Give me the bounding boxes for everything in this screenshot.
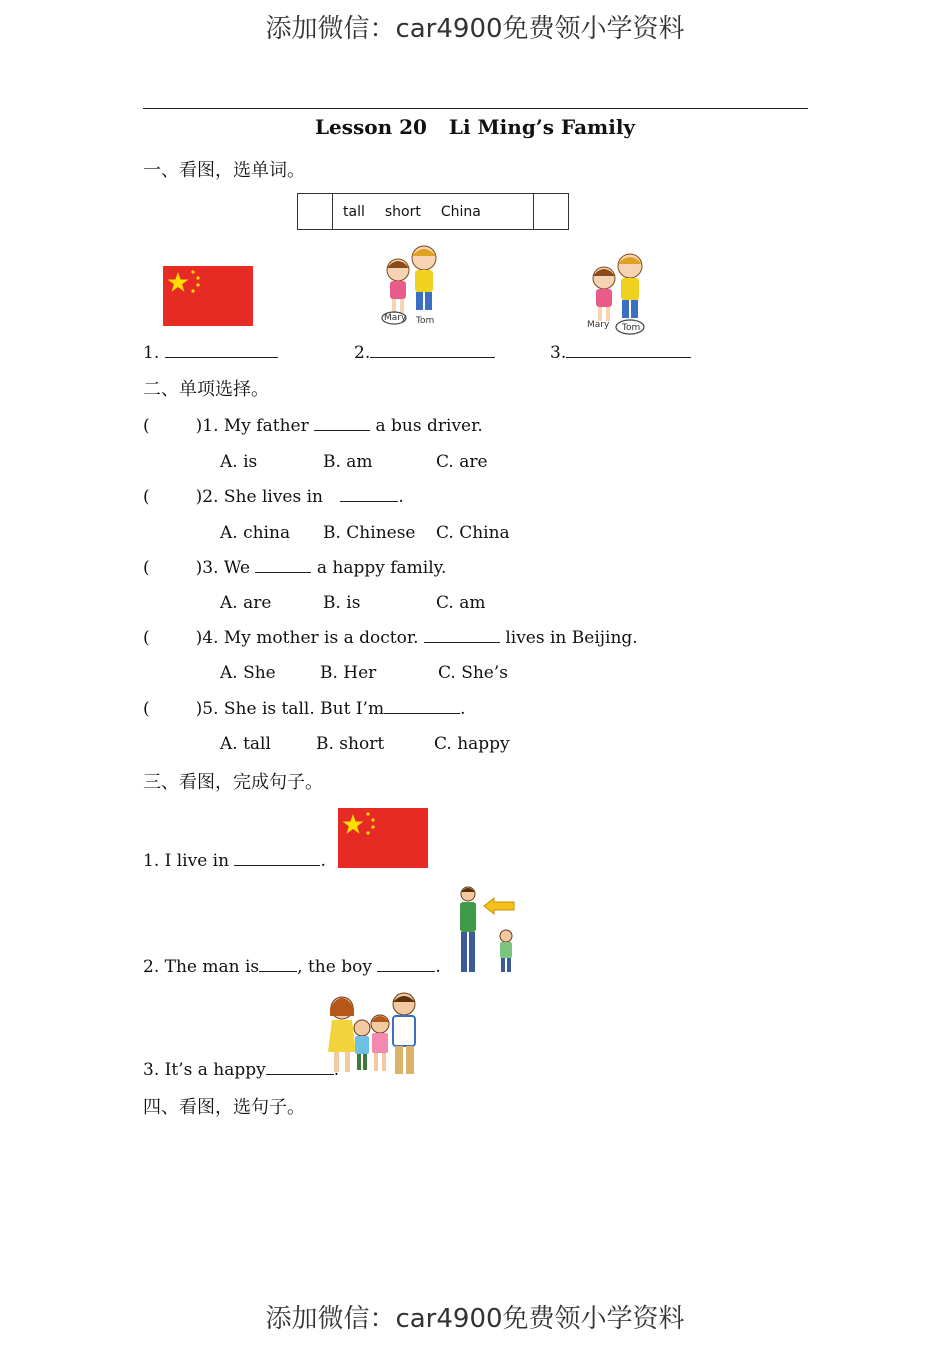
q5-text-pre: )5. She is tall. But I’m bbox=[195, 699, 385, 719]
watermark-bottom: 添加微信：car4900免费领小学资料 bbox=[265, 1304, 685, 1334]
label-tom: Tom bbox=[416, 316, 435, 326]
s1-answer-2[interactable] bbox=[370, 343, 495, 358]
s3-2-mid: , the boy bbox=[297, 957, 378, 977]
q2-text-post: . bbox=[398, 487, 404, 507]
word-tall: tall bbox=[343, 204, 365, 220]
s1-item-3-number: 3. bbox=[550, 343, 567, 363]
q1-text-pre: )1. My father bbox=[195, 416, 315, 436]
section1-heading: 一、看图，选单词。 bbox=[143, 160, 305, 181]
header-rule bbox=[143, 108, 808, 109]
q5-option-a[interactable]: A. tall bbox=[220, 734, 271, 754]
mc-question-5 bbox=[143, 699, 466, 719]
q1-option-b[interactable]: B. am bbox=[323, 452, 373, 472]
s1-item-2 bbox=[354, 343, 495, 363]
label-tom-2: Tom bbox=[622, 323, 641, 333]
q1-text-post: a bus driver. bbox=[370, 416, 483, 436]
s1-answer-3[interactable] bbox=[566, 343, 691, 358]
watermark-top: 添加微信：car4900免费领小学资料 bbox=[265, 14, 685, 44]
q5-option-c[interactable]: C. happy bbox=[434, 734, 510, 754]
q3-blank[interactable] bbox=[255, 558, 311, 573]
word-short: short bbox=[384, 204, 421, 220]
q5-blank[interactable] bbox=[384, 699, 460, 714]
q1-option-c[interactable]: C. are bbox=[436, 452, 488, 472]
word-china: China bbox=[440, 204, 481, 220]
section4-heading: 四、看图，选句子。 bbox=[143, 1097, 305, 1118]
word-box-inner bbox=[332, 194, 534, 229]
mc-question-1 bbox=[143, 416, 483, 436]
q4-blank[interactable] bbox=[424, 628, 500, 643]
answer-paren[interactable]: ( bbox=[143, 416, 150, 436]
china-flag-image-2 bbox=[338, 808, 428, 868]
q4-text-pre: )4. My mother is a doctor. bbox=[195, 628, 424, 648]
q3-option-b[interactable]: B. is bbox=[323, 593, 361, 613]
s1-item-3 bbox=[550, 343, 691, 363]
lesson-number: Lesson 20 bbox=[314, 115, 427, 139]
q4-option-c[interactable]: C. She’s bbox=[438, 663, 508, 683]
q2-text-pre: )2. She lives in bbox=[195, 487, 329, 507]
mc-question-3 bbox=[143, 558, 446, 578]
s1-item-1-number: 1. bbox=[143, 343, 160, 363]
s3-3-blank[interactable] bbox=[266, 1060, 334, 1075]
q2-option-c[interactable]: C. China bbox=[436, 523, 510, 543]
section2-heading: 二、单项选择。 bbox=[143, 379, 269, 400]
q2-blank[interactable] bbox=[340, 487, 398, 502]
kids-image-tom-circled bbox=[582, 246, 652, 338]
answer-paren[interactable]: ( bbox=[143, 487, 150, 507]
answer-paren[interactable]: ( bbox=[143, 699, 150, 719]
q3-text-pre: )3. We bbox=[195, 558, 256, 578]
s1-answer-1[interactable] bbox=[165, 343, 278, 358]
q4-text-post: lives in Beijing. bbox=[499, 628, 638, 648]
s3-2-blank-1[interactable] bbox=[259, 957, 297, 972]
s3-1-post: . bbox=[320, 851, 326, 871]
flag-stars-icon bbox=[163, 266, 253, 326]
q2-option-a[interactable]: A. china bbox=[220, 523, 291, 543]
mc-question-2 bbox=[143, 487, 404, 507]
s3-sentence-2 bbox=[143, 957, 441, 977]
kids-image-mary-circled bbox=[376, 240, 446, 330]
q3-option-a[interactable]: A. are bbox=[220, 593, 272, 613]
s3-1-blank[interactable] bbox=[234, 851, 320, 866]
s3-sentence-3 bbox=[143, 1060, 339, 1080]
lesson-name: Li Ming’s Family bbox=[448, 115, 636, 139]
answer-paren[interactable]: ( bbox=[143, 628, 150, 648]
s3-3-pre: 3. It’s a happy bbox=[143, 1060, 266, 1080]
s3-3-post: . bbox=[333, 1060, 340, 1080]
man-and-boy-image bbox=[452, 884, 518, 976]
s1-item-1 bbox=[143, 343, 278, 363]
label-mary-2: Mary bbox=[587, 320, 610, 330]
man-boy-arrow-icon bbox=[452, 884, 518, 976]
s3-2-pre: 2. The man is bbox=[143, 957, 260, 977]
lesson-title bbox=[0, 115, 950, 139]
q1-blank[interactable] bbox=[314, 416, 370, 431]
s3-2-blank-2[interactable] bbox=[377, 957, 435, 972]
flag-stars-icon-2 bbox=[338, 808, 428, 868]
china-flag-image-1 bbox=[163, 266, 253, 326]
q3-text-post: a happy family. bbox=[311, 558, 447, 578]
q4-option-b[interactable]: B. Her bbox=[320, 663, 377, 683]
q4-option-a[interactable]: A. She bbox=[220, 663, 276, 683]
s1-item-2-number: 2. bbox=[354, 343, 371, 363]
q1-option-a[interactable]: A. is bbox=[220, 452, 258, 472]
q5-text-post: . bbox=[460, 699, 466, 719]
answer-paren[interactable]: ( bbox=[143, 558, 150, 578]
q3-option-c[interactable]: C. am bbox=[436, 593, 486, 613]
s3-2-post: . bbox=[435, 957, 441, 977]
s3-sentence-1 bbox=[143, 851, 326, 871]
section3-heading: 三、看图，完成句子。 bbox=[143, 772, 323, 793]
label-mary: Mary bbox=[384, 313, 407, 323]
word-box bbox=[297, 193, 569, 230]
q5-option-b[interactable]: B. short bbox=[316, 734, 385, 754]
mc-question-4 bbox=[143, 628, 638, 648]
q2-option-b[interactable]: B. Chinese bbox=[323, 523, 416, 543]
s3-1-pre: 1. I live in bbox=[143, 851, 235, 871]
